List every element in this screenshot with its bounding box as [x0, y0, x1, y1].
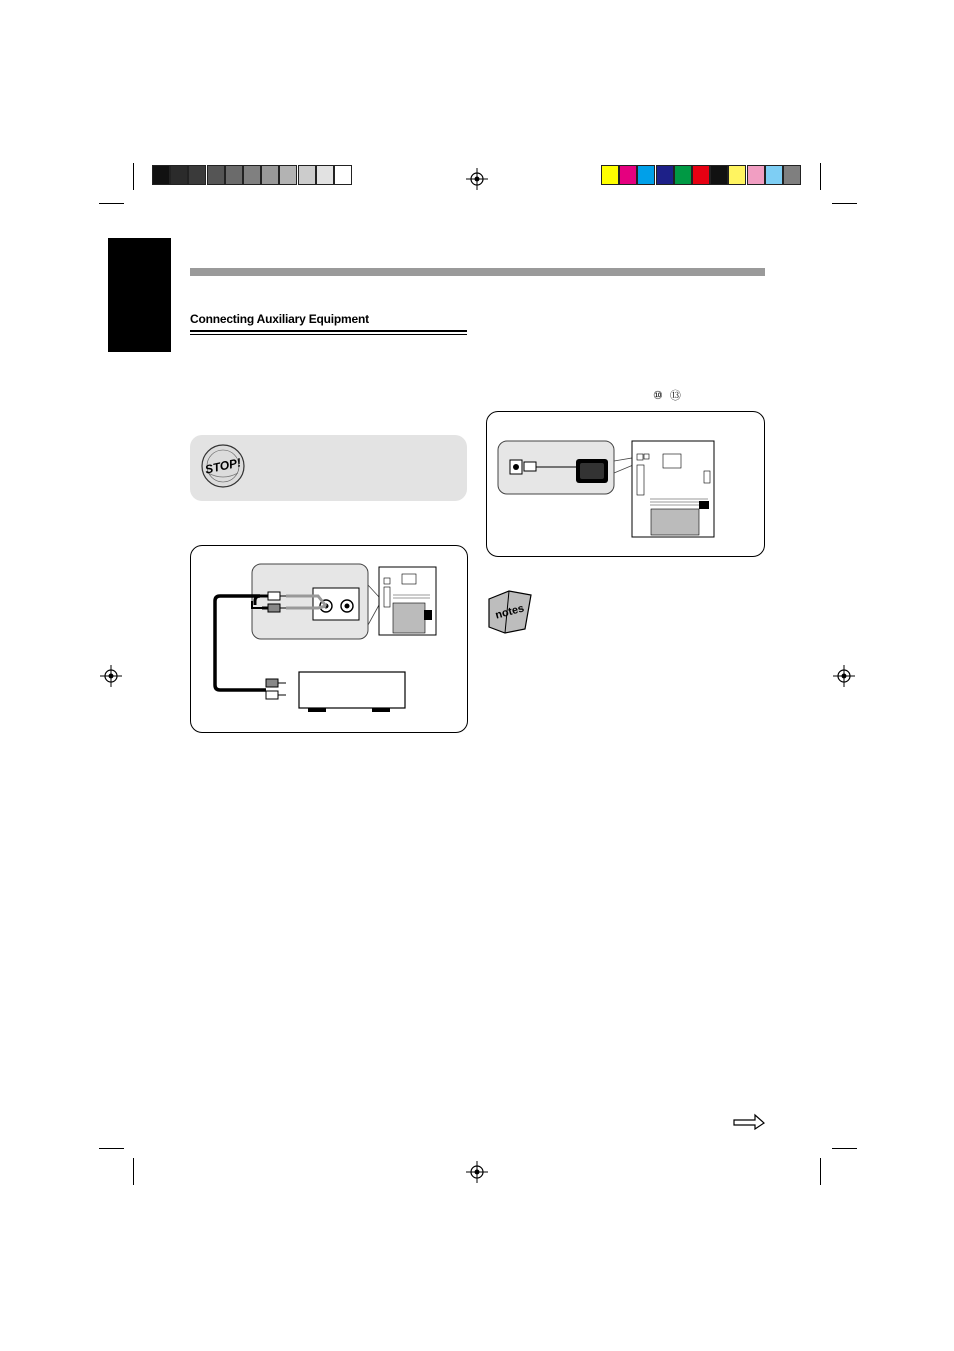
registration-mark-right	[833, 665, 855, 687]
registration-mark-left	[100, 665, 122, 687]
color-swatch	[783, 165, 801, 185]
gray-swatch	[316, 165, 334, 185]
color-swatch	[710, 165, 728, 185]
color-swatch	[674, 165, 692, 185]
color-swatch	[656, 165, 674, 185]
title-underline-thin	[190, 334, 467, 335]
gray-swatch	[170, 165, 188, 185]
color-swatch	[692, 165, 710, 185]
header-bar	[190, 268, 765, 276]
continue-arrow-icon	[733, 1112, 765, 1130]
notes-label: notes	[494, 602, 526, 622]
gray-swatch	[243, 165, 261, 185]
gray-swatch	[188, 165, 206, 185]
page-references: ⑩ ⑬	[653, 390, 683, 402]
color-swatch	[637, 165, 655, 185]
gray-swatch	[334, 165, 352, 185]
gray-swatch	[261, 165, 279, 185]
section-title: Connecting Auxiliary Equipment	[190, 312, 369, 326]
color-swatch	[619, 165, 637, 185]
color-swatch	[747, 165, 765, 185]
aux-connection-illustration	[190, 545, 468, 733]
gray-swatch	[207, 165, 225, 185]
color-swatch	[728, 165, 746, 185]
stop-label: STOP!	[203, 455, 243, 477]
gray-swatch	[225, 165, 243, 185]
gray-swatch	[152, 165, 170, 185]
registration-mark-top	[466, 168, 488, 190]
color-swatch	[601, 165, 619, 185]
gray-swatch	[279, 165, 297, 185]
gray-swatch	[298, 165, 316, 185]
title-underline	[190, 330, 467, 332]
color-swatch	[765, 165, 783, 185]
notes-icon	[485, 585, 537, 637]
registration-mark-bottom	[466, 1161, 488, 1183]
stop-icon	[200, 443, 246, 489]
rear-panel-illustration	[486, 411, 765, 557]
language-tab	[108, 238, 171, 352]
